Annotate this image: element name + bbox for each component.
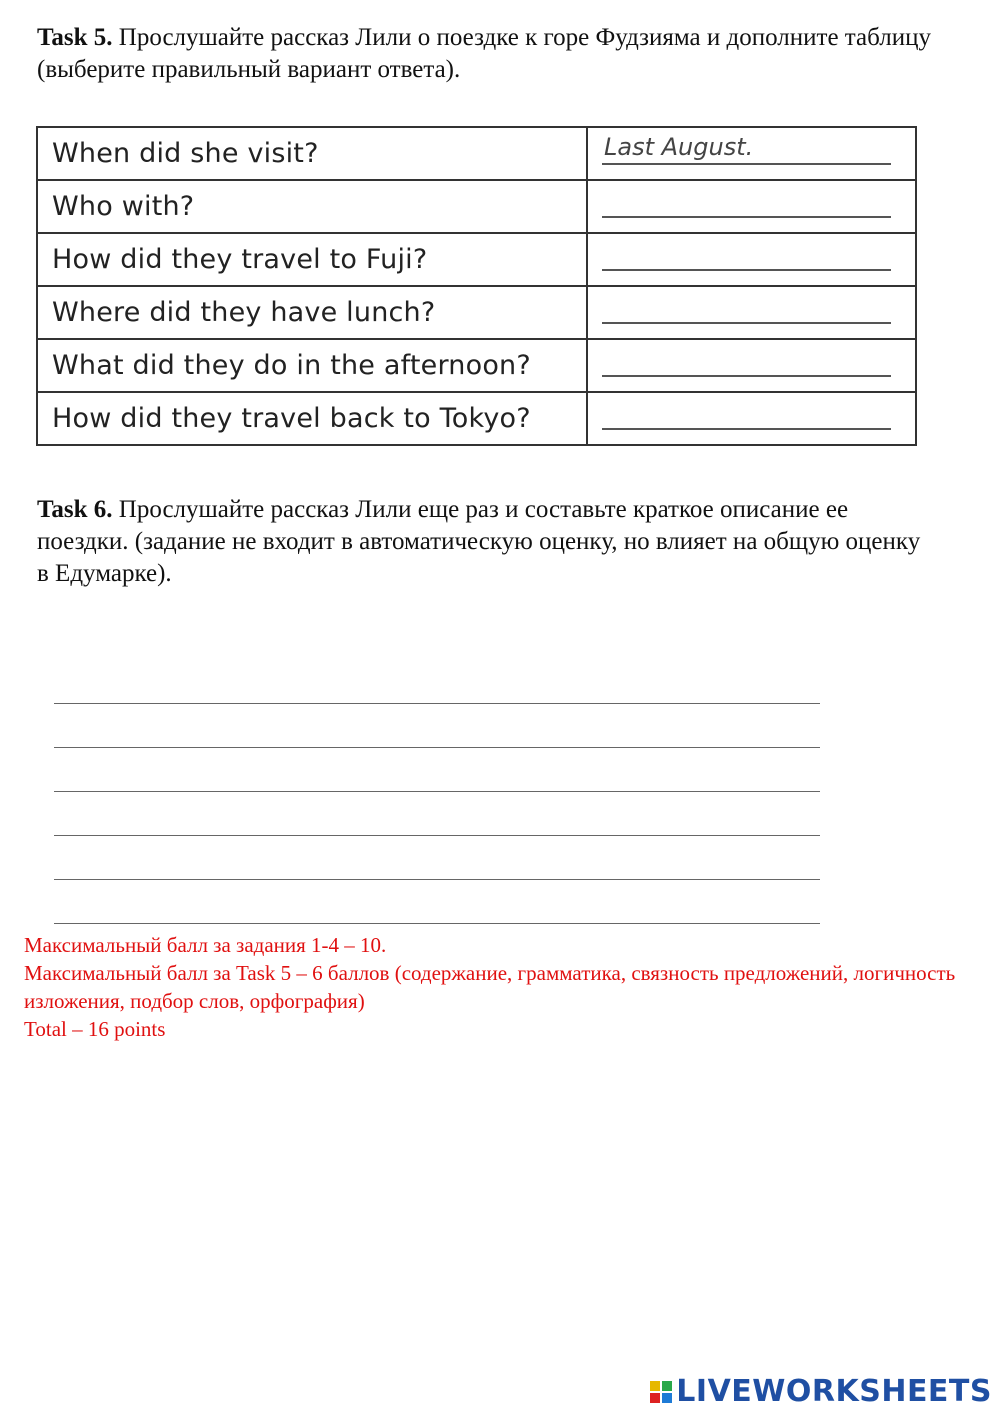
writing-line xyxy=(54,660,820,704)
answer-field[interactable] xyxy=(602,186,891,218)
answer-cell xyxy=(587,233,916,286)
answer-value: Last August. xyxy=(604,133,754,161)
score-line-3: Total – 16 points xyxy=(24,1017,166,1041)
brand-name: LIVEWORKSHEETS xyxy=(676,1374,992,1409)
answer-field[interactable] xyxy=(602,292,891,324)
writing-line xyxy=(54,792,820,836)
answer-field[interactable] xyxy=(602,133,891,165)
answer-cell xyxy=(587,286,916,339)
table-row xyxy=(37,286,916,339)
answer-cell xyxy=(587,180,916,233)
table-row xyxy=(37,339,916,392)
answer-field[interactable] xyxy=(602,239,891,271)
score-line-2: Максимальный балл за Task 5 – 6 баллов (содержание, грамматика, связность предложений, логичность изложения, подбор слов, орфография) xyxy=(24,961,956,1013)
answer-cell xyxy=(587,127,916,180)
question-cell: Where did they have lunch? xyxy=(37,286,587,339)
question-cell: How did they travel to Fuji? xyxy=(37,233,587,286)
task5-instructions xyxy=(37,22,937,86)
question-cell: How did they travel back to Tokyo? xyxy=(37,392,587,445)
task5-text: Прослушайте рассказ Лили о поездке к горе Фудзияма и дополните таблицу (выберите правильный вариант ответа). xyxy=(37,24,931,83)
table-row xyxy=(37,127,916,180)
answer-field[interactable] xyxy=(602,345,891,377)
score-line-1: Максимальный балл за задания 1-4 – 10. xyxy=(24,933,387,957)
writing-line xyxy=(54,836,820,880)
writing-area[interactable] xyxy=(54,660,820,924)
question-cell: What did they do in the afternoon? xyxy=(37,339,587,392)
scoring-notes xyxy=(24,931,984,1043)
table-row xyxy=(37,180,916,233)
question-cell: Who with? xyxy=(37,180,587,233)
answer-cell xyxy=(587,339,916,392)
writing-line xyxy=(54,748,820,792)
table-row xyxy=(37,392,916,445)
liveworksheets-brand xyxy=(650,1374,992,1409)
writing-line xyxy=(54,880,820,924)
table-row xyxy=(37,233,916,286)
writing-line xyxy=(54,704,820,748)
answer-field[interactable] xyxy=(602,398,891,430)
answer-table xyxy=(36,126,917,446)
liveworksheets-logo-icon xyxy=(650,1381,672,1403)
question-cell: When did she visit? xyxy=(37,127,587,180)
task6-text: Прослушайте рассказ Лили еще раз и составьте краткое описание ее поездки. (задание не входит в автоматическую оценку, но влияет на общую оценку в Едумарке). xyxy=(37,496,921,587)
task5-label: Task 5. xyxy=(37,24,113,51)
answer-cell xyxy=(587,392,916,445)
task6-instructions xyxy=(37,494,937,590)
task6-label: Task 6. xyxy=(37,496,113,523)
